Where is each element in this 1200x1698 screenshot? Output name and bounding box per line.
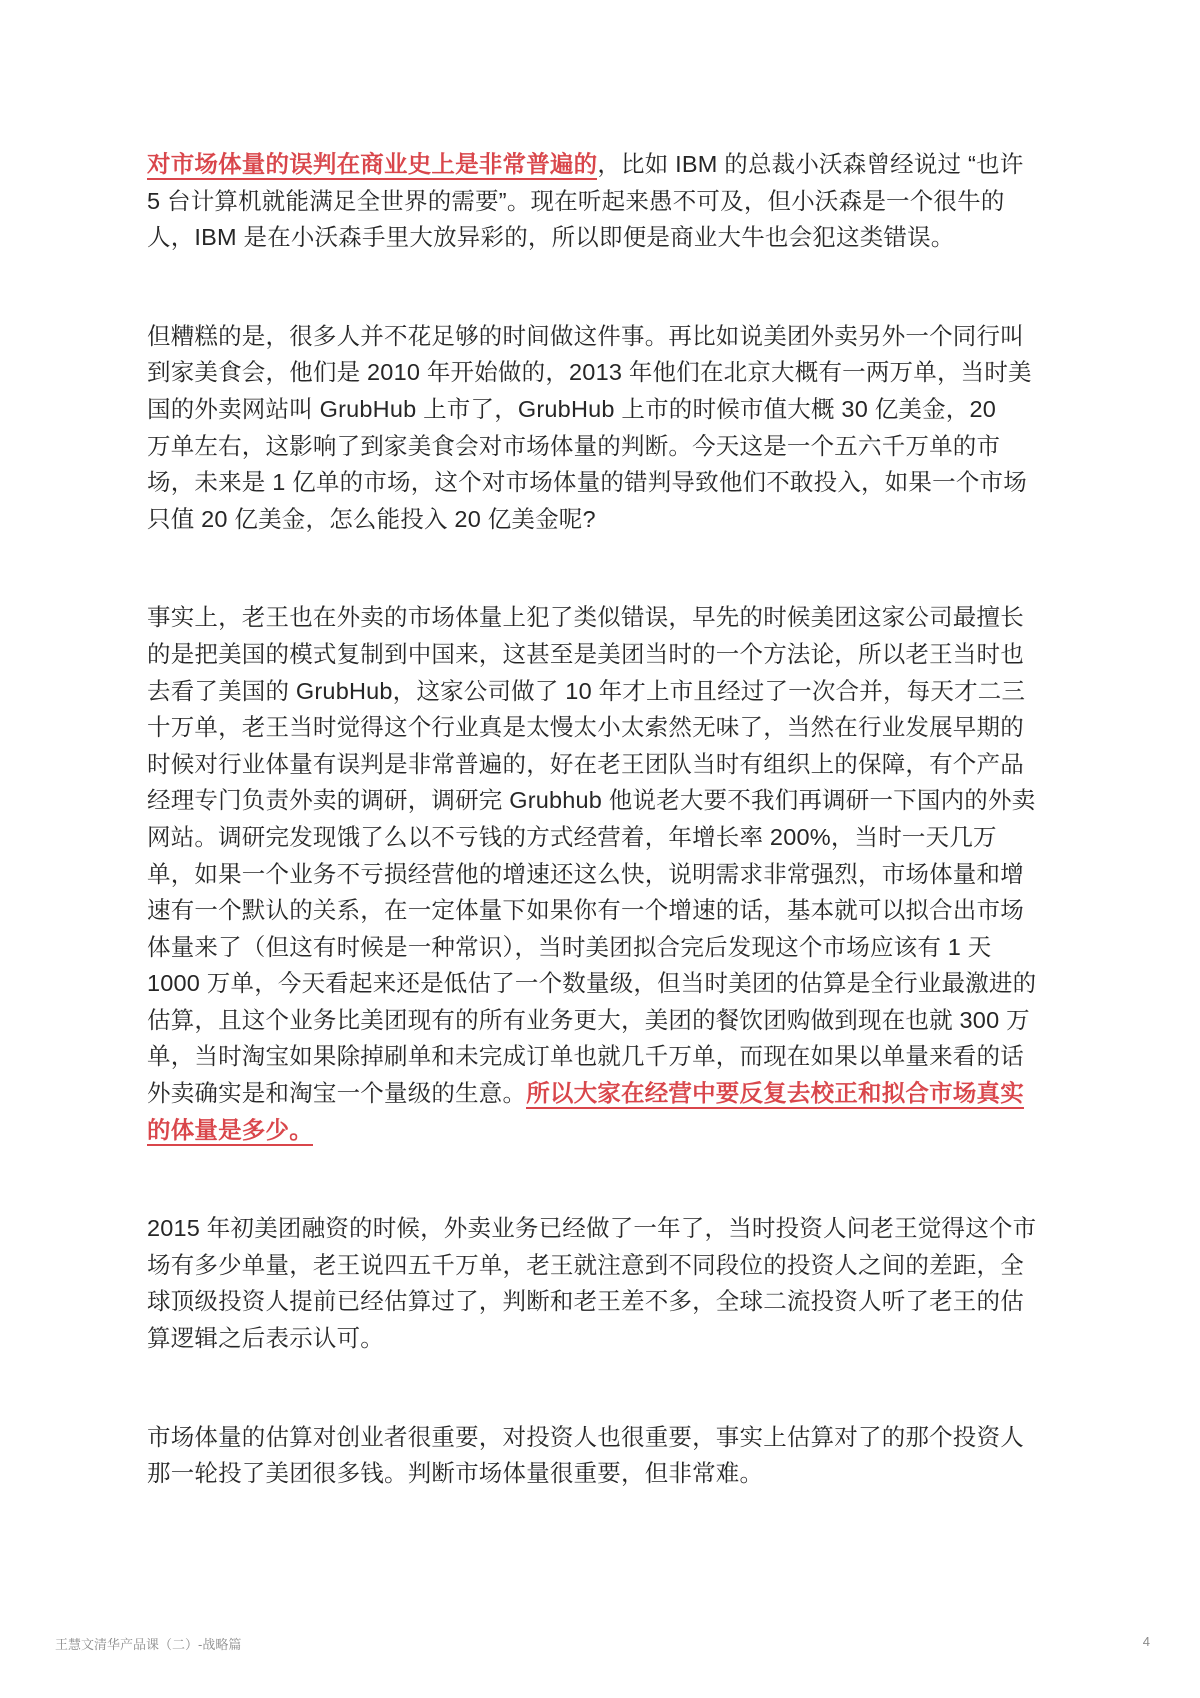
text-segment: 到家美食会，他们是 2010 年开始做的，2013 年他们在北京大概有一两万单，当时美 [147,359,1032,386]
text-segment: 外卖确实是和淘宝一个量级的生意。 [147,1080,527,1107]
text-line [147,673,1067,710]
text-line [147,354,1067,391]
text-segment: 速有一个默认的关系，在一定体量下如果你有一个增速的话，基本就可以拟合出市场 [147,897,1024,924]
text-line [147,746,1067,783]
text-line [147,1075,1067,1112]
text-segment: 算逻辑之后表示认可。 [147,1325,384,1352]
text-line [147,709,1067,746]
text-line [147,183,1067,220]
text-segment: 场，未来是 1 亿单的市场，这个对市场体量的错判导致他们不敢投入，如果一个市场 [147,469,1027,496]
text-line [147,1283,1067,1320]
text-segment: 2015 年初美团融资的时候，外卖业务已经做了一年了，当时投资人问老王觉得这个市 [147,1215,1037,1242]
text-segment: 时候对行业体量有误判是非常普遍的，好在老王团队当时有组织上的保障，有个产品 [147,750,1024,777]
text-segment: 场有多少单量，老王说四五千万单，老王就注意到不同段位的投资人之间的差距，全 [147,1251,1024,1278]
text-line [147,1112,1067,1149]
text-segment: 估算，且这个业务比美团现有的所有业务更大，美团的餐饮团购做到现在也就 300 万 [147,1006,1030,1033]
text-line [147,856,1067,893]
footer-page-number: 4 [1142,1634,1150,1649]
text-segment: 万单左右，这影响了到家美食会对市场体量的判断。今天这是一个五六千万单的市 [147,432,1001,459]
text-segment: 市场体量的估算对创业者很重要，对投资人也很重要，事实上估算对了的那个投资人 [147,1423,1024,1450]
text-segment: 十万单，老王当时觉得这个行业真是太慢太小太索然无味了，当然在行业发展早期的 [147,714,1024,741]
text-line [147,464,1067,501]
text-line [147,892,1067,929]
text-segment: 单，如果一个业务不亏损经营他的增速还这么快，说明需求非常强烈，市场体量和增 [147,860,1024,887]
paragraph [147,1419,1067,1492]
text-line [147,501,1067,538]
text-line [147,146,1067,183]
text-line [147,1455,1067,1492]
highlighted-text: 的体量是多少。 [147,1117,313,1146]
text-segment: ，比如 IBM 的总裁小沃森曾经说过 “也许 [597,151,1024,177]
highlighted-text: 所以大家在经营中要反复去校正和拟合市场真实 [526,1080,1024,1109]
text-segment: 单，当时淘宝如果除掉刷单和未完成订单也就几千万单，而现在如果以单量来看的话 [147,1043,1024,1070]
text-segment: 那一轮投了美团很多钱。判断市场体量很重要，但非常难。 [147,1460,764,1487]
text-segment: 只值 20 亿美金，怎么能投入 20 亿美金呢? [147,505,596,532]
paragraph [147,318,1067,538]
text-line [147,1210,1067,1247]
text-line [147,391,1067,428]
text-line [147,1247,1067,1284]
text-line [147,1002,1067,1039]
text-line [147,219,1067,256]
text-segment: 网站。调研完发现饿了么以不亏钱的方式经营着，年增长率 200%，当时一天几万 [147,823,997,850]
text-segment: 国的外卖网站叫 GrubHub 上市了，GrubHub 上市的时候市值大概 30 亿美金，20 [147,395,997,422]
text-segment: 5 台计算机就能满足全世界的需要”。现在听起来愚不可及，但小沃森是一个很牛的 [147,187,1005,214]
paragraph [147,599,1067,1148]
text-line [147,599,1067,636]
text-line [147,1320,1067,1357]
paragraph [147,1210,1067,1356]
highlighted-text: 对市场体量的误判在商业史上是非常普遍的 [147,151,597,180]
text-segment: 体量来了（但这有时候是一种常识），当时美团拟合完后发现这个市场应该有 1 天 [147,933,992,960]
text-line [147,782,1067,819]
text-segment: 球顶级投资人提前已经估算过了，判断和老王差不多，全球二流投资人听了老王的估 [147,1288,1024,1315]
text-segment: 经理专门负责外卖的调研，调研完 Grubhub 他说老大要不我们再调研一下国内的外卖 [147,787,1036,814]
text-segment: 去看了美国的 GrubHub，这家公司做了 10 年才上市且经过了一次合并，每天才二三 [147,677,1026,704]
text-line [147,318,1067,355]
text-line [147,636,1067,673]
text-line [147,1038,1067,1075]
text-line [147,965,1067,1002]
text-line [147,929,1067,966]
text-segment: 的是把美国的模式复制到中国来，这甚至是美团当时的一个方法论，所以老王当时也 [147,640,1024,667]
text-segment: 人，IBM 是在小沃森手里大放异彩的，所以即便是商业大牛也会犯这类错误。 [147,224,955,251]
document-body [147,146,1067,1554]
footer-document-title: 王慧文清华产品课（二）-战略篇 [55,1637,242,1652]
text-segment: 1000 万单，今天看起来还是低估了一个数量级，但当时美团的估算是全行业最激进的 [147,970,1037,997]
text-line [147,428,1067,465]
paragraph [147,146,1067,256]
text-segment: 但糟糕的是，很多人并不花足够的时间做这件事。再比如说美团外卖另外一个同行叫 [147,322,1024,349]
text-segment: 事实上，老王也在外卖的市场体量上犯了类似错误，早先的时候美团这家公司最擅长 [147,604,1024,631]
text-line [147,819,1067,856]
text-line [147,1419,1067,1456]
